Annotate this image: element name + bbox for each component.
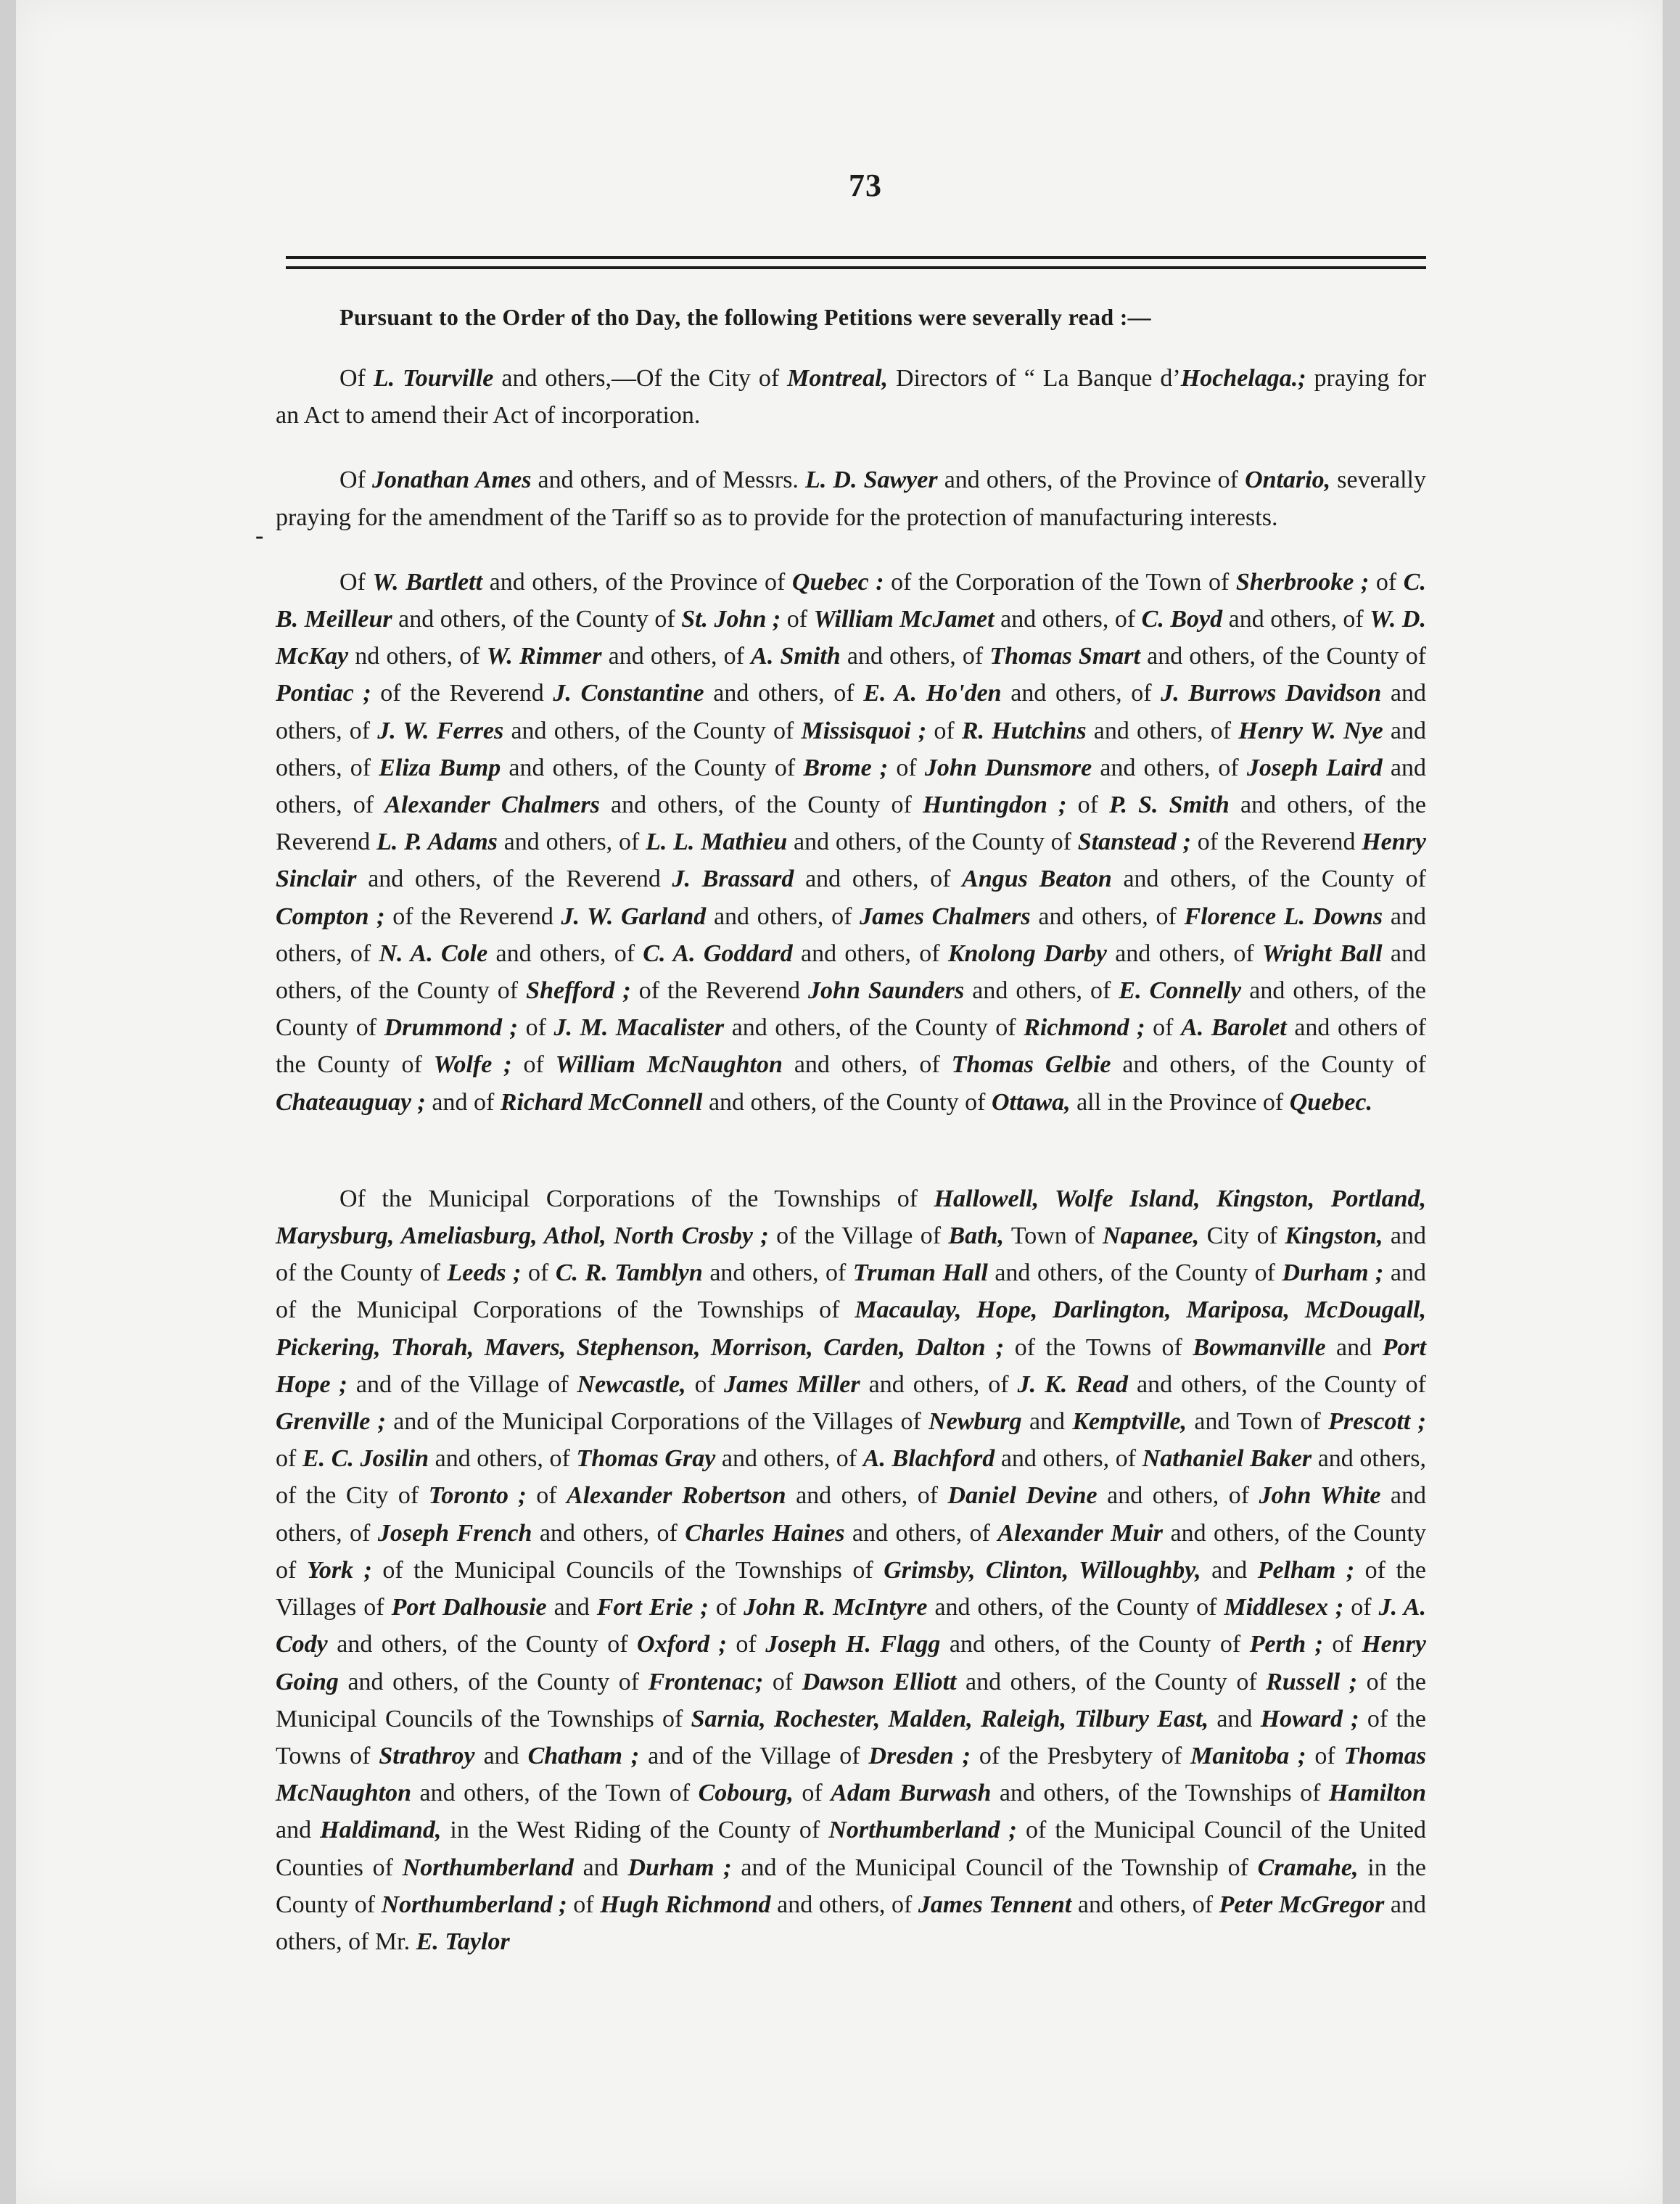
text-run: of the Municipal Councils of the Townships of bbox=[276, 1668, 1426, 1732]
italic-name: L. L. Mathieu bbox=[646, 828, 788, 856]
text-run: and of the Municipal Corporations of the Villages of bbox=[385, 1408, 929, 1436]
italic-name: Alexander Muir bbox=[997, 1519, 1164, 1547]
text-run: of the Towns of bbox=[276, 1705, 1427, 1769]
italic-name: Toronto ; bbox=[428, 1482, 527, 1510]
text-run: Town of bbox=[1004, 1222, 1103, 1250]
italic-name: Howard ; bbox=[1260, 1705, 1359, 1732]
italic-name: Alexander Chalmers bbox=[384, 791, 600, 819]
text-run: and others, of the County of bbox=[1111, 865, 1426, 893]
italic-name: James Tennent bbox=[918, 1891, 1072, 1918]
text-run: and others, of the Reverend bbox=[276, 791, 1426, 856]
italic-name: Haldimand, bbox=[320, 1817, 442, 1844]
italic-name: Compton ; bbox=[276, 902, 385, 930]
text-run: of bbox=[511, 1051, 556, 1079]
text-run: of bbox=[526, 1482, 567, 1510]
text-run: and others, of the County of bbox=[1111, 1051, 1426, 1079]
italic-name: Daniel Devine bbox=[947, 1482, 1098, 1510]
italic-name: Dawson Elliott bbox=[802, 1668, 957, 1695]
italic-name: Bath, bbox=[948, 1222, 1005, 1250]
text-run: and others, of bbox=[964, 977, 1119, 1005]
text-run: and bbox=[1325, 1333, 1383, 1361]
italic-name: Montreal, bbox=[787, 365, 889, 392]
text-run: and others, of the County of bbox=[276, 1519, 1427, 1584]
italic-name: John Dunsmore bbox=[924, 754, 1092, 781]
text-run: and bbox=[573, 1854, 628, 1881]
italic-name: Port Hope ; bbox=[276, 1333, 1427, 1398]
italic-name: Strathroy bbox=[379, 1742, 475, 1769]
text-run: and others, of bbox=[429, 1445, 577, 1473]
italic-name: Alexander Robertson bbox=[567, 1482, 786, 1510]
text-run: and others, of bbox=[1222, 606, 1370, 633]
text-run: and bbox=[1201, 1556, 1258, 1584]
italic-name: W. Bartlett bbox=[372, 568, 483, 596]
text-run: and of bbox=[425, 1088, 501, 1116]
text-run: and of the County of bbox=[276, 1222, 1426, 1287]
italic-name: Henry W. Nye bbox=[1238, 717, 1383, 744]
text-run: of the Municipal Council of the United Counties of bbox=[276, 1817, 1426, 1881]
italic-name: St. John ; bbox=[681, 606, 781, 633]
italic-name: Quebec. bbox=[1289, 1088, 1372, 1116]
italic-name: C. Boyd bbox=[1141, 606, 1223, 633]
italic-name: Hamilton bbox=[1328, 1780, 1427, 1807]
italic-name: R. Hutchins bbox=[961, 717, 1087, 744]
text-run: of the Reverend bbox=[371, 680, 553, 707]
italic-name: Chateauguay ; bbox=[276, 1088, 426, 1116]
text-run: and Town of bbox=[1187, 1408, 1329, 1436]
italic-name: Oxford ; bbox=[637, 1631, 727, 1658]
italic-name: Eliza Bump bbox=[379, 754, 501, 781]
text-run: of the Corporation of the Town of bbox=[884, 568, 1236, 596]
italic-name: Northumberland ; bbox=[381, 1891, 567, 1918]
text-run: and others, of bbox=[276, 680, 1426, 744]
text-run: and of the Municipal Corporations of the Townships of bbox=[276, 1259, 1427, 1324]
italic-name: Perth ; bbox=[1249, 1631, 1323, 1658]
text-run: and others, of the County of bbox=[503, 717, 802, 744]
text-run: and others, of bbox=[792, 939, 948, 967]
italic-name: Sherbrooke ; bbox=[1235, 568, 1370, 596]
italic-name: Frontenac; bbox=[648, 1668, 764, 1695]
text-run: and of the Village of bbox=[347, 1370, 577, 1398]
italic-name: Thomas Gelbie bbox=[951, 1051, 1111, 1079]
text-run: of bbox=[1343, 1594, 1379, 1621]
italic-name: York ; bbox=[306, 1556, 372, 1584]
text-run: of bbox=[276, 1445, 302, 1473]
italic-name: Peter McGregor bbox=[1219, 1891, 1385, 1918]
italic-name: Knolong Darby bbox=[947, 939, 1107, 967]
text-run: of the Towns of bbox=[1004, 1333, 1193, 1361]
italic-name: Ottawa, bbox=[991, 1088, 1071, 1116]
italic-name: L. Tourville bbox=[373, 365, 494, 392]
text-run: nd others, of bbox=[348, 643, 487, 670]
italic-name: Newburg bbox=[928, 1408, 1022, 1436]
text-run: of the Presbytery of bbox=[970, 1742, 1191, 1769]
document-page bbox=[16, 0, 1663, 2204]
text-run: and others, of the County of bbox=[956, 1668, 1267, 1695]
text-run: and others, of the County of bbox=[501, 754, 804, 781]
text-run: and others, of bbox=[704, 680, 864, 707]
italic-name: J. Constantine bbox=[553, 680, 704, 707]
italic-name: A. Blachford bbox=[862, 1445, 995, 1473]
italic-name: Huntingdon ; bbox=[922, 791, 1067, 819]
italic-name: Fort Erie ; bbox=[596, 1594, 709, 1621]
italic-name: John Saunders bbox=[808, 977, 965, 1005]
text-run: in the West Riding of the County of bbox=[441, 1817, 829, 1844]
italic-name: Newcastle, bbox=[577, 1370, 686, 1398]
text-run: of bbox=[1306, 1742, 1344, 1769]
double-rule bbox=[286, 256, 1426, 269]
text-run: of bbox=[1066, 791, 1110, 819]
italic-name: Napanee, bbox=[1102, 1222, 1200, 1250]
text-run: of bbox=[781, 606, 814, 633]
text-run: Of bbox=[339, 568, 373, 596]
text-run: and bbox=[1021, 1408, 1073, 1436]
text-run: and others, of the Town of bbox=[411, 1780, 699, 1807]
italic-name: Quebec : bbox=[791, 568, 884, 596]
text-run: and others, of bbox=[1092, 754, 1247, 781]
italic-name: Hallowell, Wolfe Island, Kingston, Portland, Marysburg, Ameliasburg, Athol, North Crosby ; bbox=[276, 1185, 1426, 1250]
page-number: 73 bbox=[849, 168, 882, 203]
text-run: and others, of bbox=[860, 1370, 1018, 1398]
text-run: and others, of the County of bbox=[599, 791, 923, 819]
petition-paragraph-1 bbox=[276, 360, 1426, 434]
petition-paragraph-4 bbox=[276, 1180, 1426, 1960]
text-run: and others, of the County of bbox=[392, 606, 682, 633]
text-run: and bbox=[276, 1817, 321, 1844]
italic-name: Truman Hall bbox=[852, 1259, 988, 1287]
text-run: of bbox=[708, 1594, 744, 1621]
text-run: Directors of “ La Banque d’ bbox=[888, 365, 1181, 392]
italic-name: Richard McConnell bbox=[500, 1088, 703, 1116]
text-run: of bbox=[521, 1259, 556, 1287]
text-run: Of bbox=[339, 365, 374, 392]
text-run: and others, of bbox=[276, 1482, 1426, 1547]
text-run: and others, of bbox=[715, 1445, 863, 1473]
text-run: of the Reverend bbox=[630, 977, 809, 1005]
text-run: of the Municipal Councils of the Townships of bbox=[371, 1556, 884, 1584]
italic-name: C. R. Tamblyn bbox=[555, 1259, 703, 1287]
italic-name: N. A. Cole bbox=[379, 939, 488, 967]
italic-name: Durham ; bbox=[1282, 1259, 1384, 1287]
text-run: and others, and of Messrs. bbox=[531, 466, 806, 494]
text-run: and others, of bbox=[794, 865, 963, 893]
text-run: all in the Province of bbox=[1070, 1088, 1290, 1116]
italic-name: Thomas Gray bbox=[576, 1445, 716, 1473]
text-run: and others, of bbox=[995, 1445, 1142, 1473]
italic-name: W. Rimmer bbox=[486, 643, 602, 670]
italic-name: Pontiac ; bbox=[276, 680, 371, 707]
italic-name: Cobourg, bbox=[698, 1780, 794, 1807]
italic-name: Adam Burwash bbox=[831, 1780, 992, 1807]
text-run: praying for an Act to amend their Act of incorporation. bbox=[276, 365, 1426, 429]
italic-name: Drummond ; bbox=[384, 1014, 519, 1042]
text-run: Of bbox=[339, 466, 372, 494]
italic-name: Charles Haines bbox=[685, 1519, 845, 1547]
italic-name: Joseph Laird bbox=[1246, 754, 1383, 781]
text-run: and others, of bbox=[276, 754, 1426, 819]
italic-name: Cramahe, bbox=[1257, 1854, 1359, 1881]
italic-name: Stanstead ; bbox=[1077, 828, 1191, 856]
italic-name: Pelham ; bbox=[1257, 1556, 1355, 1584]
text-run: and others, of the County of bbox=[987, 1259, 1282, 1287]
text-run: of bbox=[1322, 1631, 1362, 1658]
text-run: of bbox=[793, 1780, 831, 1807]
text-run: and others, of Mr. bbox=[276, 1891, 1426, 1955]
text-run: of bbox=[726, 1631, 766, 1658]
italic-name: Grimsby, Clinton, Willoughby, bbox=[884, 1556, 1201, 1584]
text-run: and others, of the County of bbox=[787, 828, 1078, 856]
italic-name: Kemptville, bbox=[1072, 1408, 1187, 1436]
italic-name: J. A. Cody bbox=[276, 1594, 1426, 1658]
italic-name: L. P. Adams bbox=[376, 828, 498, 856]
text-run: and others, of bbox=[276, 717, 1426, 781]
text-run: and others, of the County of bbox=[276, 977, 1426, 1042]
italic-name: Thomas McNaughton bbox=[276, 1742, 1426, 1807]
text-run: and others, of bbox=[497, 828, 646, 856]
italic-name: E. A. Ho'den bbox=[863, 680, 1002, 707]
italic-name: John R. McIntyre bbox=[744, 1594, 928, 1621]
italic-name: Thomas Smart bbox=[989, 643, 1140, 670]
text-run: City of bbox=[1199, 1222, 1285, 1250]
italic-name: P. S. Smith bbox=[1109, 791, 1230, 819]
text-run: and others, of bbox=[1086, 717, 1239, 744]
italic-name: Joseph French bbox=[377, 1519, 532, 1547]
margin-mark: - bbox=[255, 522, 264, 549]
text-run: of bbox=[518, 1014, 554, 1042]
text-run: and bbox=[474, 1742, 528, 1769]
italic-name: Sarnia, Rochester, Malden, Raleigh, Tilbury East, bbox=[691, 1705, 1209, 1732]
italic-name: Middlesex ; bbox=[1224, 1594, 1344, 1621]
italic-name: Chatham ; bbox=[527, 1742, 640, 1769]
text-run: and others of the County of bbox=[276, 1014, 1426, 1079]
italic-name: William McNaughton bbox=[555, 1051, 783, 1079]
italic-name: Grenville ; bbox=[276, 1408, 386, 1436]
text-run: and bbox=[546, 1594, 597, 1621]
petition-paragraph-2 bbox=[276, 461, 1426, 535]
text-run: of bbox=[1145, 1014, 1182, 1042]
italic-name: Northumberland ; bbox=[828, 1817, 1017, 1844]
italic-name: Northumberland bbox=[402, 1854, 574, 1881]
text-run: severally praying for the amendment of the Tariff so as to provide for the protection of manufacturing interests. bbox=[276, 466, 1426, 531]
italic-name: Wright Ball bbox=[1262, 939, 1383, 967]
italic-name: Florence L. Downs bbox=[1184, 902, 1383, 930]
text-run: and of the Village of bbox=[639, 1742, 869, 1769]
italic-name: C. A. Goddard bbox=[643, 939, 793, 967]
italic-name: Port Dalhousie bbox=[391, 1594, 547, 1621]
italic-name: Russell ; bbox=[1266, 1668, 1358, 1695]
text-run: and others, of bbox=[532, 1519, 685, 1547]
text-run: of the Reverend bbox=[1190, 828, 1362, 856]
text-run: and others,—Of the City of bbox=[493, 365, 788, 392]
italic-name: Dresden ; bbox=[868, 1742, 971, 1769]
text-run: in the County of bbox=[276, 1854, 1427, 1918]
text-run: of bbox=[763, 1668, 802, 1695]
text-run: and others, of bbox=[1106, 939, 1263, 967]
italic-name: W. D. McKay bbox=[276, 606, 1426, 670]
italic-name: C. B. Meilleur bbox=[276, 568, 1426, 633]
text-run: and others, of bbox=[1030, 902, 1185, 930]
text-run: and others, of bbox=[1001, 680, 1161, 707]
text-run: of bbox=[926, 717, 962, 744]
text-run: and others, of the Province of bbox=[937, 466, 1245, 494]
italic-name: Joseph H. Flagg bbox=[765, 1631, 941, 1658]
italic-name: Nathaniel Baker bbox=[1142, 1445, 1312, 1473]
italic-name: Prescott ; bbox=[1328, 1408, 1427, 1436]
text-run: and of the Municipal Council of the Township of bbox=[731, 1854, 1258, 1881]
text-run: and others, of the County of bbox=[338, 1668, 648, 1695]
italic-name: James Chalmers bbox=[860, 902, 1031, 930]
italic-name: J. W. Ferres bbox=[377, 717, 504, 744]
text-run: and others, of the City of bbox=[276, 1445, 1426, 1510]
italic-name: Kingston, bbox=[1285, 1222, 1383, 1250]
text-run: and others, of bbox=[1071, 1891, 1219, 1918]
italic-name: Bowmanville bbox=[1193, 1333, 1326, 1361]
italic-name: John White bbox=[1259, 1482, 1381, 1510]
text-run: and others, of bbox=[601, 643, 752, 670]
text-run: and others, of the County of bbox=[724, 1014, 1024, 1042]
text-run: Of the Municipal Corporations of the Townships of bbox=[339, 1185, 934, 1212]
text-run: of bbox=[567, 1891, 601, 1918]
text-run: of the Reverend bbox=[384, 902, 561, 930]
text-run: of bbox=[685, 1370, 724, 1398]
text-run: and others, of the County of bbox=[1128, 1370, 1426, 1398]
text-run: and others, of the County of bbox=[927, 1594, 1224, 1621]
text-run: and others, of bbox=[770, 1891, 918, 1918]
text-run: of bbox=[888, 754, 925, 781]
text-run: and others, of bbox=[1097, 1482, 1259, 1510]
text-run: and others, of the County of bbox=[327, 1631, 638, 1658]
italic-name: James Miller bbox=[723, 1370, 860, 1398]
text-run: and others, of the County of bbox=[276, 939, 1426, 1005]
italic-name: Macaulay, Hope, Darlington, Mariposa, McDougall, Pickering, Thorah, Mavers, Stephenson, Morrison, Carden, Dalton ; bbox=[276, 1296, 1427, 1361]
italic-name: Wolfe ; bbox=[433, 1051, 512, 1079]
italic-name: Henry Sinclair bbox=[276, 828, 1427, 893]
italic-name: Brome ; bbox=[803, 754, 889, 781]
italic-name: J. Brassard bbox=[672, 865, 794, 893]
italic-name: J. W. Garland bbox=[561, 902, 707, 930]
italic-name: Hochelaga.; bbox=[1180, 365, 1306, 392]
italic-name: Hugh Richmond bbox=[600, 1891, 771, 1918]
text-run: and others, of bbox=[782, 1051, 952, 1079]
italic-name: E. Connelly bbox=[1119, 977, 1242, 1005]
text-run: and bbox=[1208, 1705, 1261, 1732]
italic-name: A. Smith bbox=[751, 643, 841, 670]
text-run: of the Village of bbox=[768, 1222, 949, 1250]
text-run: and others, of bbox=[487, 939, 643, 967]
text-run: and others, of bbox=[702, 1259, 853, 1287]
text-run: and others, of the County of bbox=[940, 1631, 1250, 1658]
text-run: and others, of bbox=[844, 1519, 998, 1547]
italic-name: A. Barolet bbox=[1181, 1014, 1287, 1042]
text-run: and others, of bbox=[840, 643, 990, 670]
section-heading: Pursuant to the Order of tho Day, the following Petitions were severally read :— bbox=[339, 304, 1151, 330]
petition-paragraph-3 bbox=[276, 564, 1426, 1121]
italic-name: Henry Going bbox=[276, 1631, 1426, 1695]
italic-name: J. K. Read bbox=[1017, 1370, 1129, 1398]
page-content bbox=[276, 167, 1426, 1960]
italic-name: J. M. Macalister bbox=[553, 1014, 725, 1042]
text-run: and others, of the Townships of bbox=[991, 1780, 1329, 1807]
text-run: and others, of the Province of bbox=[482, 568, 792, 596]
text-run: and others, of the County of bbox=[1140, 643, 1427, 670]
italic-name: Durham ; bbox=[627, 1854, 732, 1881]
italic-name: Shefford ; bbox=[526, 977, 631, 1005]
text-run: and others, of the Reverend bbox=[356, 865, 672, 893]
italic-name: Ontario, bbox=[1245, 466, 1331, 494]
text-run: and others, of bbox=[994, 606, 1142, 633]
text-run: and others, of the County of bbox=[702, 1088, 992, 1116]
italic-name: Angus Beaton bbox=[962, 865, 1112, 893]
italic-name: William McJamet bbox=[813, 606, 995, 633]
italic-name: E. C. Josilin bbox=[302, 1445, 429, 1473]
text-run: of bbox=[1369, 568, 1404, 596]
italic-name: Jonathan Ames bbox=[371, 466, 532, 494]
italic-name: E. Taylor bbox=[416, 1928, 510, 1955]
text-run: and others, of bbox=[786, 1482, 948, 1510]
italic-name: Missisquoi ; bbox=[801, 717, 927, 744]
italic-name: Leeds ; bbox=[447, 1259, 522, 1287]
text-run: and others, of bbox=[706, 902, 860, 930]
text-run: and others, of bbox=[276, 902, 1426, 967]
italic-name: Manitoba ; bbox=[1190, 1742, 1306, 1769]
italic-name: Richmond ; bbox=[1024, 1014, 1145, 1042]
text-run: of the Villages of bbox=[276, 1556, 1427, 1621]
italic-name: L. D. Sawyer bbox=[805, 466, 938, 494]
italic-name: J. Burrows Davidson bbox=[1161, 680, 1382, 707]
